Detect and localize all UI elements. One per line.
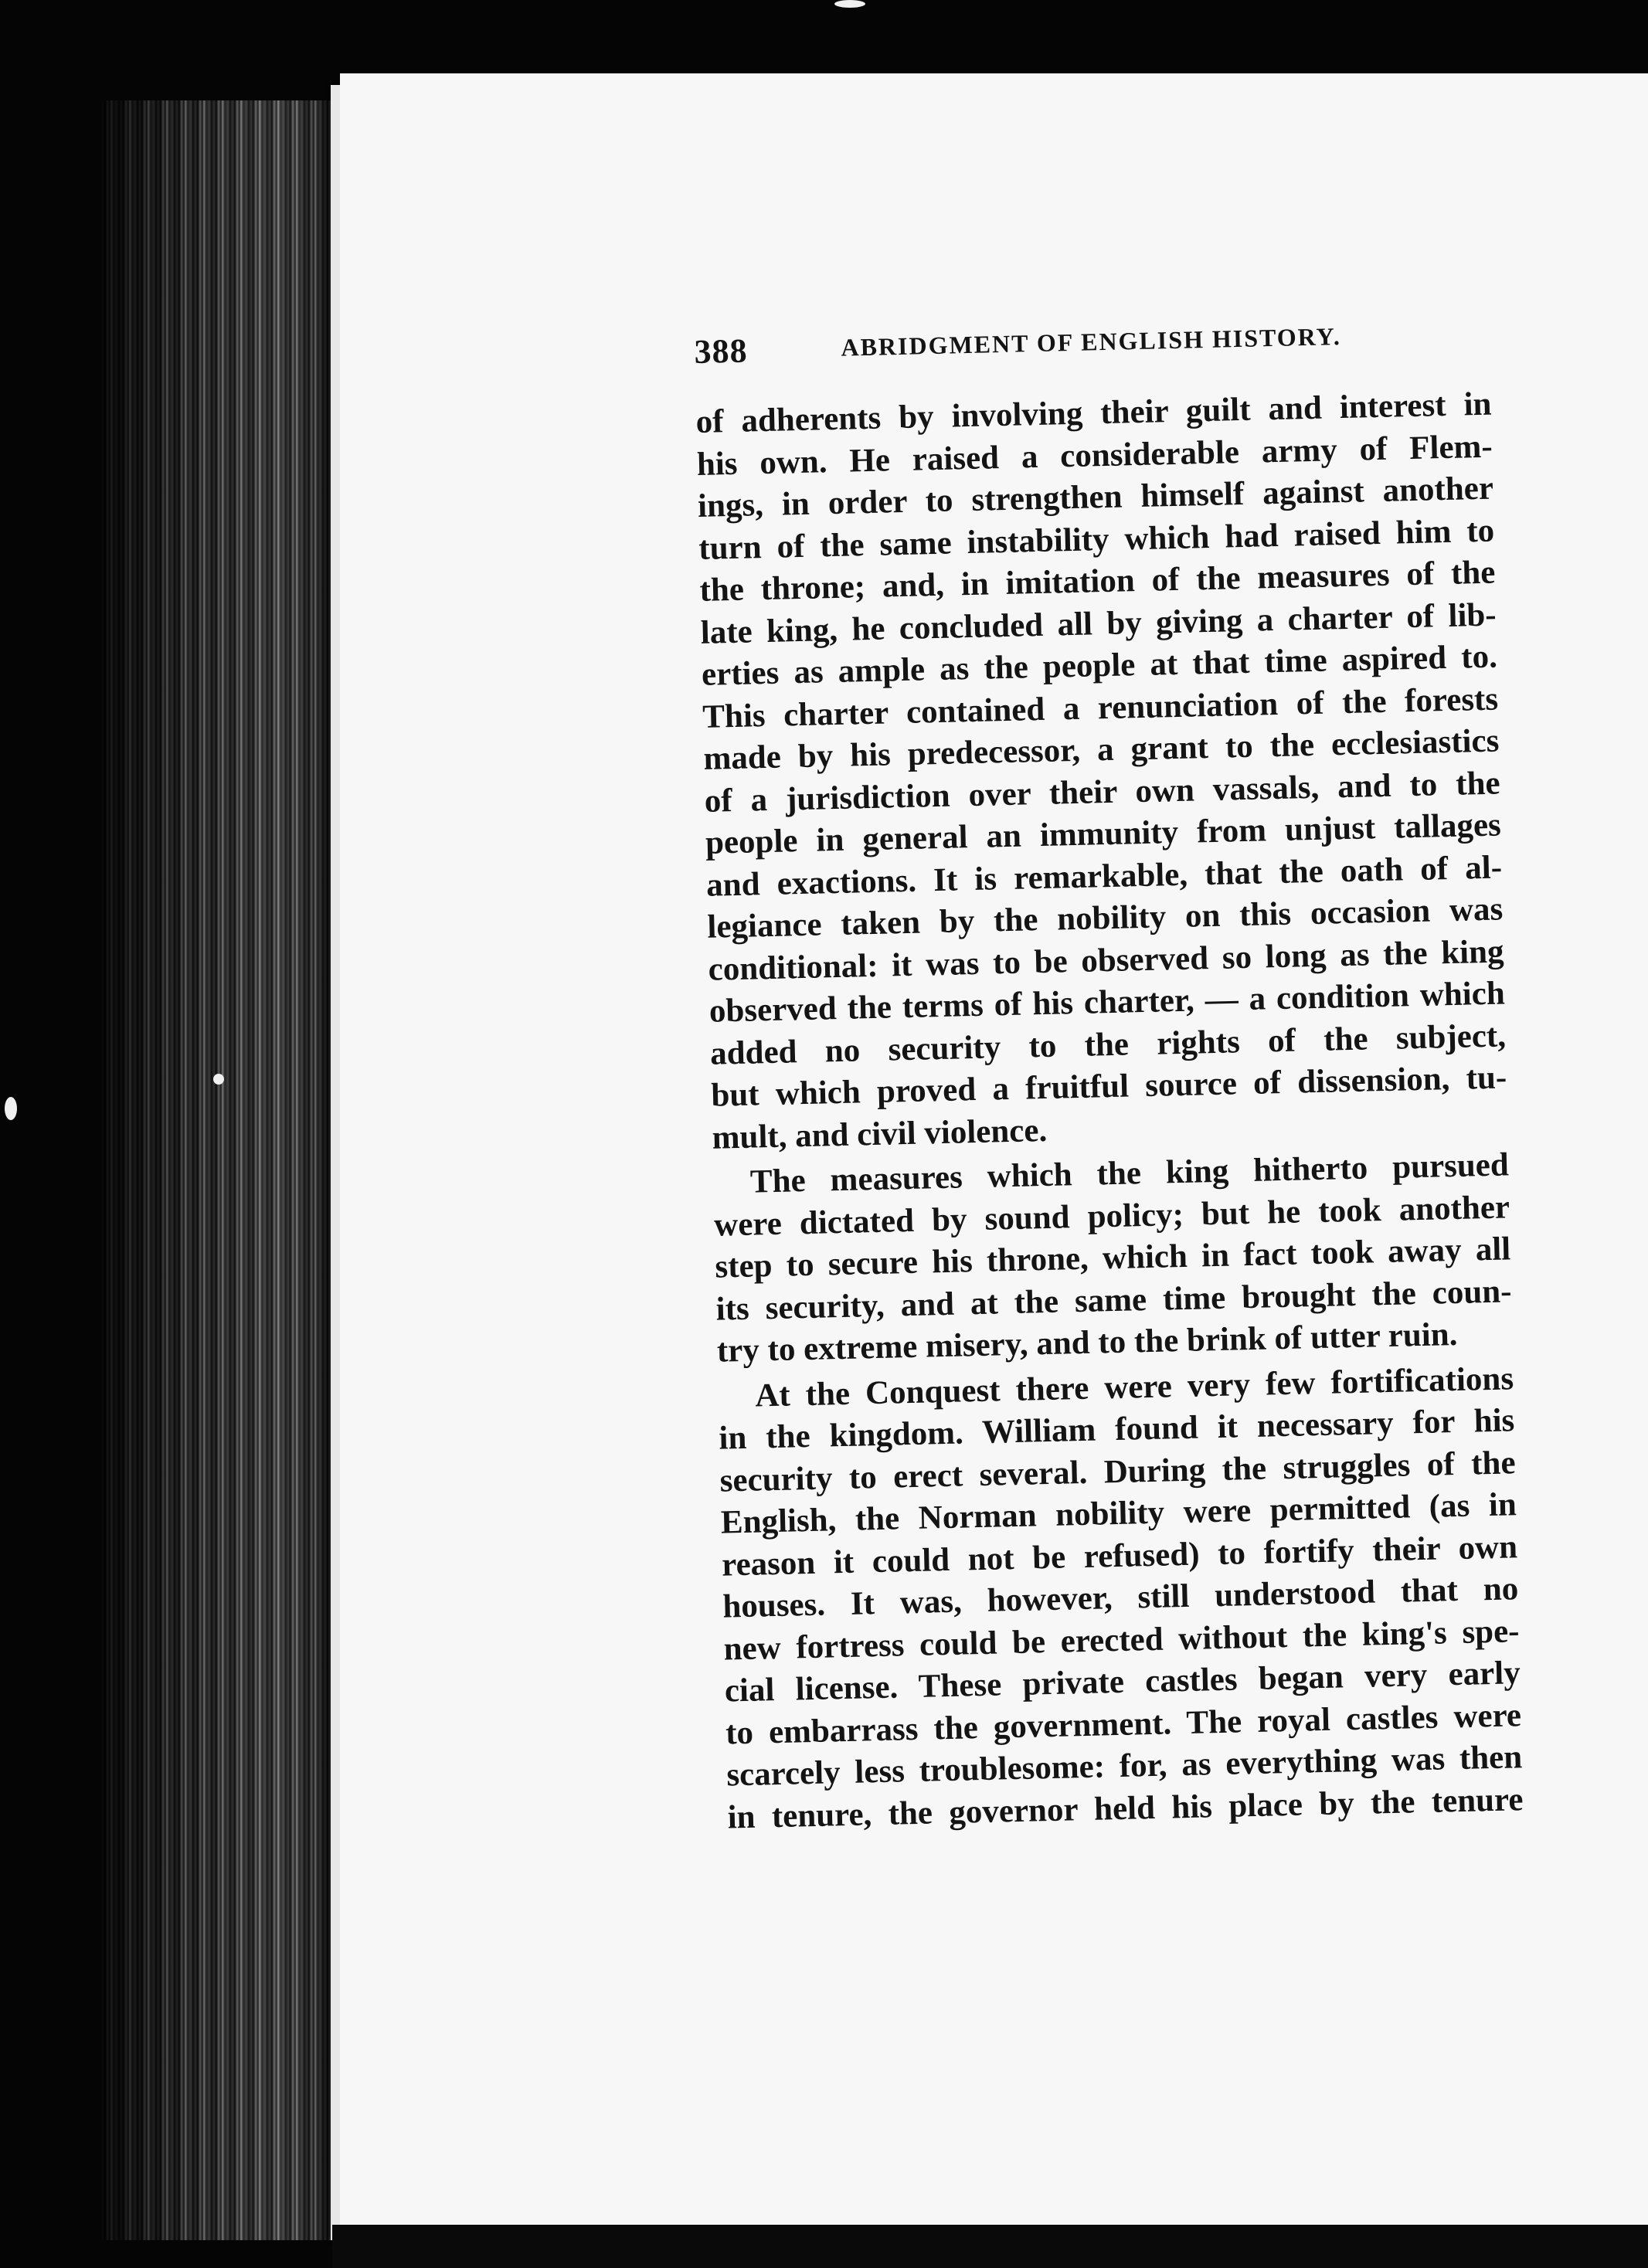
page-bottom-edge (332, 2225, 1648, 2268)
text-line: made by his predecessor, a grant to the ecclesiastics (703, 722, 1500, 777)
text-line: At the Conquest there were very few fortifications (754, 1360, 1514, 1414)
page-gutter (331, 85, 340, 2240)
text-line: The measures which the king hitherto pursued (749, 1146, 1510, 1200)
text-line: conditional: it was to be observed so long as the king (708, 932, 1504, 988)
text-line: houses. It was, however, still understood that no (722, 1570, 1519, 1625)
text-line: try to extreme misery, and to the brink of utter ruin. (716, 1316, 1458, 1370)
page-text-block (694, 314, 1555, 1839)
paragraph (712, 1143, 1544, 1373)
text-line: scarcely less troublesome: for, as everything was then (725, 1739, 1523, 1794)
text-line: step to secure his throne, which in fact took away all (714, 1231, 1511, 1285)
body-text (695, 383, 1555, 1839)
page-edges-shadow (100, 100, 332, 2240)
dust-speck (834, 0, 865, 8)
text-line: late king, he concluded all by giving a charter of lib- (700, 596, 1497, 651)
text-line: legiance taken by the nobility on this occasion was (706, 891, 1504, 946)
text-line: and exactions. It is remarkable, that the oath of al- (705, 848, 1503, 904)
page-number: 388 (694, 331, 749, 371)
text-line: turn of the same instability which had raised him to (698, 512, 1495, 567)
text-line: the throne; and, in imitation of the measures of the (699, 554, 1496, 609)
paragraph (718, 1357, 1555, 1839)
dust-speck (5, 1097, 17, 1120)
text-line: in the kingdom. William found it necessary for his (718, 1402, 1515, 1457)
text-line: in tenure, the governor held his place by the tenure (727, 1781, 1524, 1835)
running-title: ABRIDGMENT OF ENGLISH HISTORY. (841, 321, 1342, 362)
text-line: its security, and at the same time brought the coun- (715, 1272, 1512, 1328)
text-line: new fortress could be erected without the king's spe- (723, 1612, 1520, 1668)
text-line: This charter contained a renunciation of the forests (702, 681, 1499, 735)
text-line: added no security to the rights of the subject, (709, 1017, 1507, 1072)
text-line: but which proved a fruitful source of dissension, tu- (710, 1059, 1507, 1114)
dust-speck (213, 1074, 224, 1085)
paragraph (695, 383, 1539, 1159)
text-line: of adherents by involving their guilt and interest in (695, 385, 1492, 440)
text-line: his own. He raised a considerable army of Flem- (696, 428, 1493, 483)
text-line: people in general an immunity from unjust tallages (705, 806, 1502, 861)
text-line: of a jurisdiction over their own vassals, and to the (704, 764, 1501, 820)
text-line: mult, and civil violence. (712, 1112, 1048, 1156)
text-line: cial license. These private castles began very early (724, 1655, 1521, 1709)
text-line: security to erect several. During the struggles of the (719, 1444, 1517, 1499)
text-line: ings, in order to strengthen himself against another (697, 470, 1494, 525)
text-line: erties as ample as the people at that time aspired to. (701, 638, 1498, 693)
text-line: to embarrass the government. The royal castles were (725, 1696, 1522, 1752)
text-line: reason it could not be refused) to fortify their own (721, 1528, 1518, 1584)
text-line: were dictated by sound policy; but he took another (713, 1188, 1510, 1244)
text-line: observed the terms of his charter, — a condition which (708, 975, 1506, 1030)
text-line: English, the Norman nobility were permitted (as in (720, 1486, 1517, 1541)
